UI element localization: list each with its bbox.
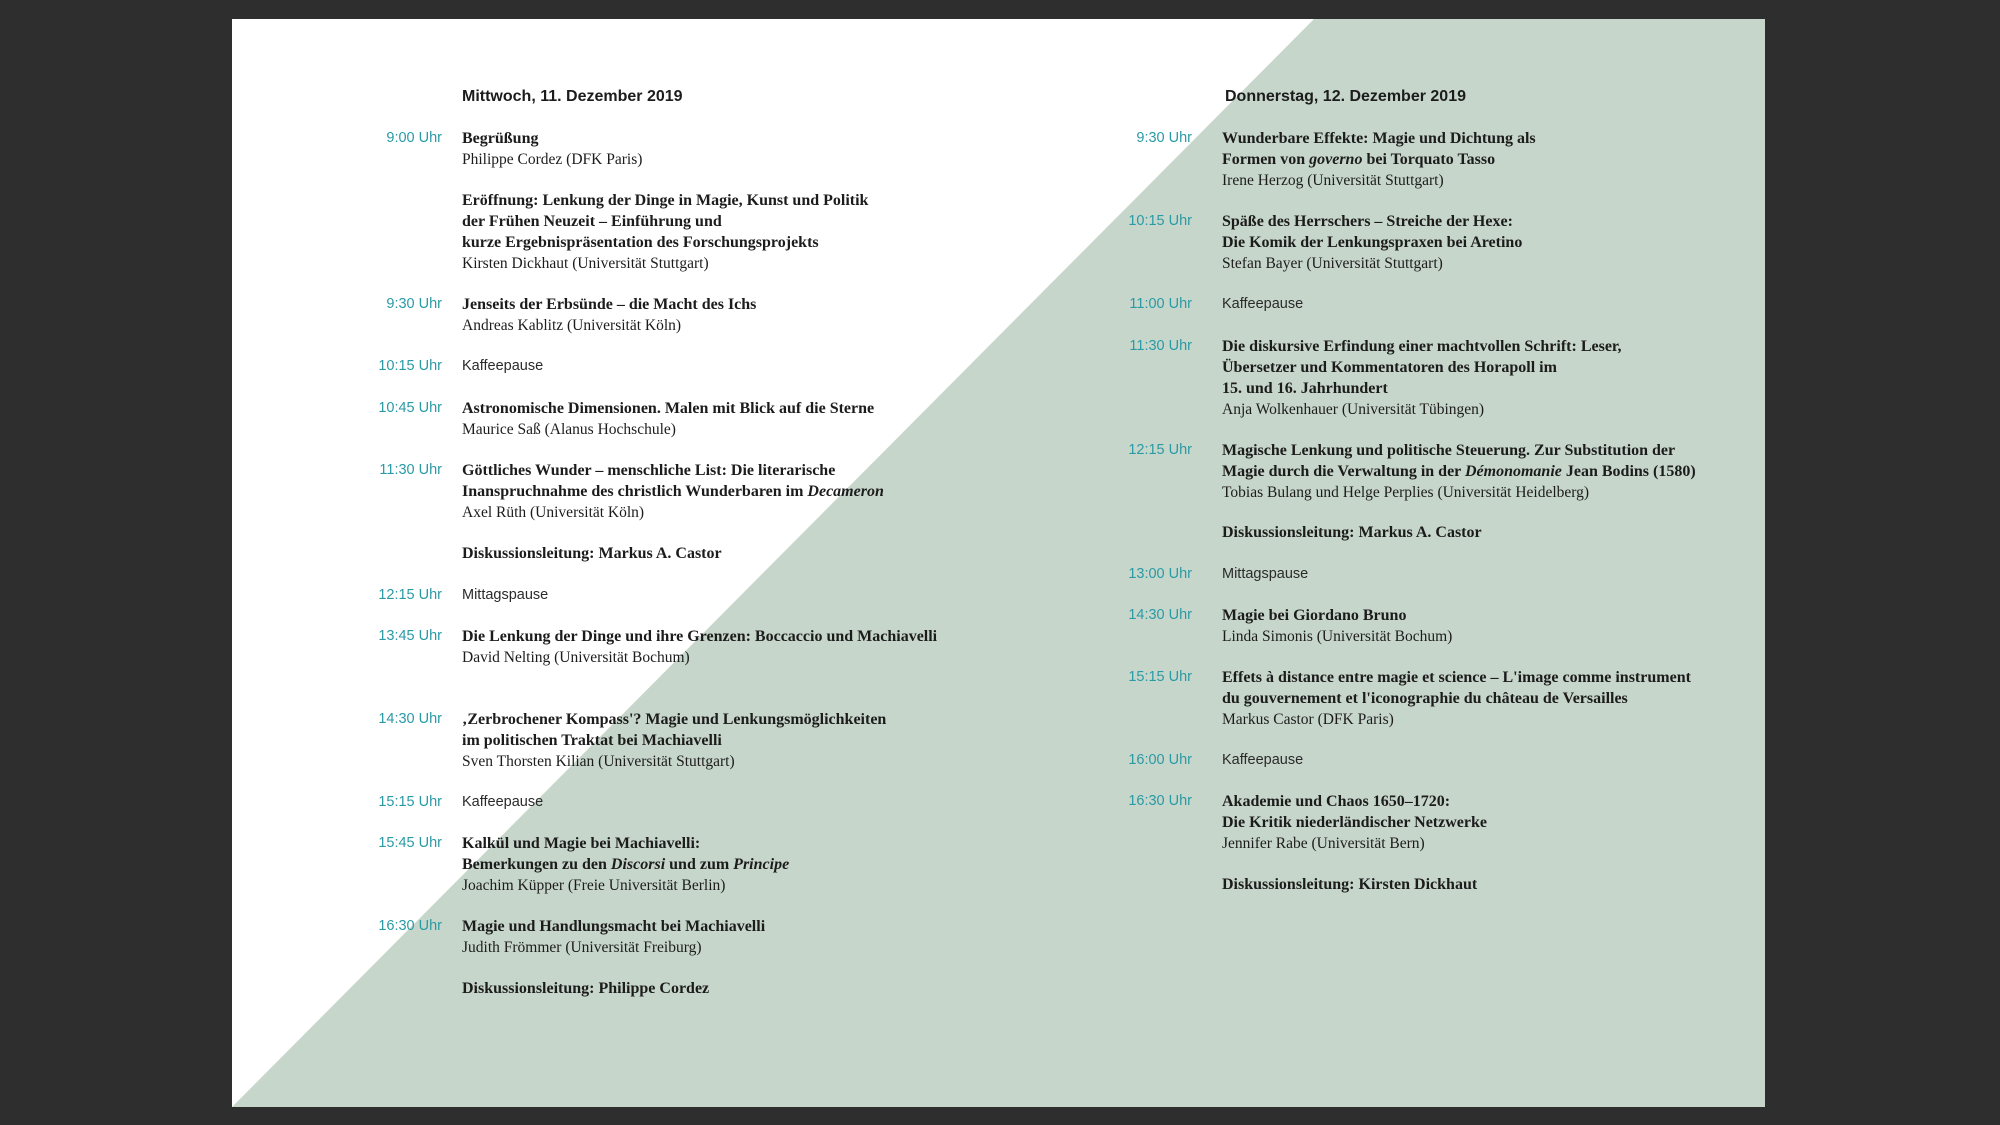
entry-body (1222, 667, 1762, 730)
entry-body (462, 792, 982, 813)
entry-speaker: Stefan Bayer (Universität Stuttgart) (1222, 255, 1443, 272)
entry-body (462, 460, 982, 523)
entry-title-italic: Decameron (807, 483, 884, 500)
entry-speaker: Anja Wolkenhauer (Universität Tübingen) (1222, 401, 1485, 418)
entry-title-text: und zum (665, 856, 734, 873)
entry-title: im politischen Traktat bei Machiavelli (462, 732, 722, 749)
entry-body (462, 128, 982, 170)
entry-speaker: Andreas Kablitz (Universität Köln) (462, 317, 682, 334)
entry-body (462, 543, 982, 564)
entry-time: 11:30 Uhr (1129, 338, 1192, 354)
entry-title: Magische Lenkung und politische Steuerung. Zur Substitution der (1222, 442, 1676, 459)
entry-time: 10:15 Uhr (1128, 213, 1192, 229)
entry-title: Späße des Herrschers – Streiche der Hexe: (1222, 213, 1513, 230)
entry-title (462, 854, 982, 875)
discussion-lead: Diskussionsleitung: Markus A. Castor (1222, 524, 1482, 541)
entry-title: du gouvernement et l'iconographie du château de Versailles (1222, 690, 1628, 707)
entry-title: Göttliches Wunder – menschliche List: Die literarische (462, 462, 836, 479)
entry-title: Die diskursive Erfindung einer machtvollen Schrift: Leser, (1222, 338, 1622, 355)
entry-title: Eröffnung: Lenkung der Dinge in Magie, Kunst und Politik (462, 192, 869, 209)
day-heading: Mittwoch, 11. Dezember 2019 (462, 88, 683, 105)
entry-time: 16:00 Uhr (1128, 752, 1192, 768)
day-heading: Donnerstag, 12. Dezember 2019 (1225, 88, 1466, 105)
entry-time: 14:30 Uhr (378, 711, 442, 727)
entry-break: Kaffeepause (462, 358, 544, 374)
entry-title-text: bei Torquato Tasso (1362, 151, 1496, 168)
entry-title (462, 481, 982, 502)
entry-time: 15:15 Uhr (1128, 669, 1192, 685)
entry-time: 9:00 Uhr (386, 130, 442, 146)
entry-body (462, 709, 982, 772)
entry-title (1222, 149, 1762, 170)
entry-body (1222, 440, 1762, 503)
entry-title: Magie bei Giordano Bruno (1222, 607, 1407, 624)
entry-title: Effets à distance entre magie et science – L'image comme instrument (1222, 669, 1691, 686)
entry-time: 9:30 Uhr (1136, 130, 1192, 146)
entry-body (1222, 750, 1762, 771)
entry-body (1222, 564, 1762, 585)
entry-time: 12:15 Uhr (378, 587, 442, 603)
entry-body (462, 294, 982, 336)
entry-title (1222, 461, 1762, 482)
entry-title: kurze Ergebnispräsentation des Forschungsprojekts (462, 234, 819, 251)
entry-time: 12:15 Uhr (1128, 442, 1192, 458)
entry-title: 15. und 16. Jahrhundert (1222, 380, 1388, 397)
entry-speaker: Kirsten Dickhaut (Universität Stuttgart) (462, 255, 709, 272)
entry-title: Die Lenkung der Dinge und ihre Grenzen: Boccaccio und Machiavelli (462, 628, 938, 645)
entry-title-italic: Principe (733, 856, 790, 873)
entry-body (1222, 791, 1762, 854)
entry-title: Jenseits der Erbsünde – die Macht des Ichs (462, 296, 757, 313)
entry-time: 16:30 Uhr (378, 918, 442, 934)
entry-speaker: Judith Frömmer (Universität Freiburg) (462, 939, 702, 956)
entry-body (462, 833, 982, 896)
entry-break: Mittagspause (1222, 566, 1309, 582)
entry-speaker: Philippe Cordez (DFK Paris) (462, 151, 643, 168)
entry-speaker: Tobias Bulang und Helge Perplies (Universität Heidelberg) (1222, 484, 1590, 501)
entry-title-text: Bemerkungen zu den (462, 856, 611, 873)
entry-title: Begrüßung (462, 130, 539, 147)
entry-title-text: Inanspruchnahme des christlich Wunderbaren im (462, 483, 808, 500)
entry-body (1222, 128, 1762, 191)
entry-title-text: Jean Bodins (1580) (1561, 463, 1696, 480)
entry-body (462, 916, 982, 958)
discussion-lead: Diskussionsleitung: Kirsten Dickhaut (1222, 876, 1478, 893)
entry-speaker: Maurice Saß (Alanus Hochschule) (462, 421, 676, 438)
entry-body (462, 585, 982, 606)
entry-time: 15:15 Uhr (378, 794, 442, 810)
entry-title: Wunderbare Effekte: Magie und Dichtung als (1222, 130, 1536, 147)
entry-title-italic: governo (1309, 151, 1363, 168)
entry-break: Kaffeepause (462, 794, 544, 810)
entry-title: ‚Zerbrochener Kompass'? Magie und Lenkungsmöglichkeiten (462, 711, 887, 728)
entry-time: 10:45 Uhr (378, 400, 442, 416)
entry-body (462, 978, 982, 999)
entry-body (462, 190, 982, 274)
program-page (232, 19, 1765, 1107)
entry-break: Kaffeepause (1222, 296, 1304, 312)
entry-title-italic: Discorsi (610, 856, 666, 873)
entry-time: 14:30 Uhr (1128, 607, 1192, 623)
entry-speaker: Joachim Küpper (Freie Universität Berlin) (462, 877, 726, 894)
entry-speaker: Markus Castor (DFK Paris) (1222, 711, 1394, 728)
entry-title: Akademie und Chaos 1650–1720: (1222, 793, 1451, 810)
entry-title: der Frühen Neuzeit – Einführung und (462, 213, 722, 230)
entry-speaker: Jennifer Rabe (Universität Bern) (1222, 835, 1425, 852)
entry-body (1222, 294, 1762, 315)
entry-title: Die Kritik niederländischer Netzwerke (1222, 814, 1487, 831)
entry-time: 15:45 Uhr (378, 835, 442, 851)
entry-title: Astronomische Dimensionen. Malen mit Blick auf die Sterne (462, 400, 875, 417)
entry-time: 16:30 Uhr (1128, 793, 1192, 809)
entry-time: 11:30 Uhr (379, 462, 442, 478)
entry-body (1222, 522, 1762, 543)
entry-title: Übersetzer und Kommentatoren des Horapoll im (1222, 359, 1557, 376)
entry-title: Die Komik der Lenkungspraxen bei Aretino (1222, 234, 1523, 251)
entry-speaker: David Nelting (Universität Bochum) (462, 649, 690, 666)
entry-time: 13:00 Uhr (1128, 566, 1192, 582)
entry-time: 13:45 Uhr (378, 628, 442, 644)
entry-break: Kaffeepause (1222, 752, 1304, 768)
entry-title: Kalkül und Magie bei Machiavelli: (462, 835, 701, 852)
entry-body (1222, 874, 1762, 895)
entry-speaker: Irene Herzog (Universität Stuttgart) (1222, 172, 1444, 189)
entry-speaker: Linda Simonis (Universität Bochum) (1222, 628, 1453, 645)
entry-body (462, 398, 982, 440)
entry-title-text: Formen von (1222, 151, 1310, 168)
entry-time: 11:00 Uhr (1129, 296, 1192, 312)
discussion-lead: Diskussionsleitung: Markus A. Castor (462, 545, 722, 562)
entry-body (1222, 605, 1762, 647)
entry-speaker: Sven Thorsten Kilian (Universität Stuttgart) (462, 753, 735, 770)
entry-speaker: Axel Rüth (Universität Köln) (462, 504, 645, 521)
entry-body (1222, 336, 1762, 420)
entry-break: Mittagspause (462, 587, 549, 603)
discussion-lead: Diskussionsleitung: Philippe Cordez (462, 980, 710, 997)
entry-title-italic: Démonomanie (1464, 463, 1562, 480)
entry-body (462, 356, 982, 377)
entry-body (462, 626, 982, 668)
entry-title-text: Magie durch die Verwaltung in der (1222, 463, 1465, 480)
entry-body (1222, 211, 1762, 274)
entry-time: 10:15 Uhr (378, 358, 442, 374)
entry-title: Magie und Handlungsmacht bei Machiavelli (462, 918, 766, 935)
entry-time: 9:30 Uhr (386, 296, 442, 312)
